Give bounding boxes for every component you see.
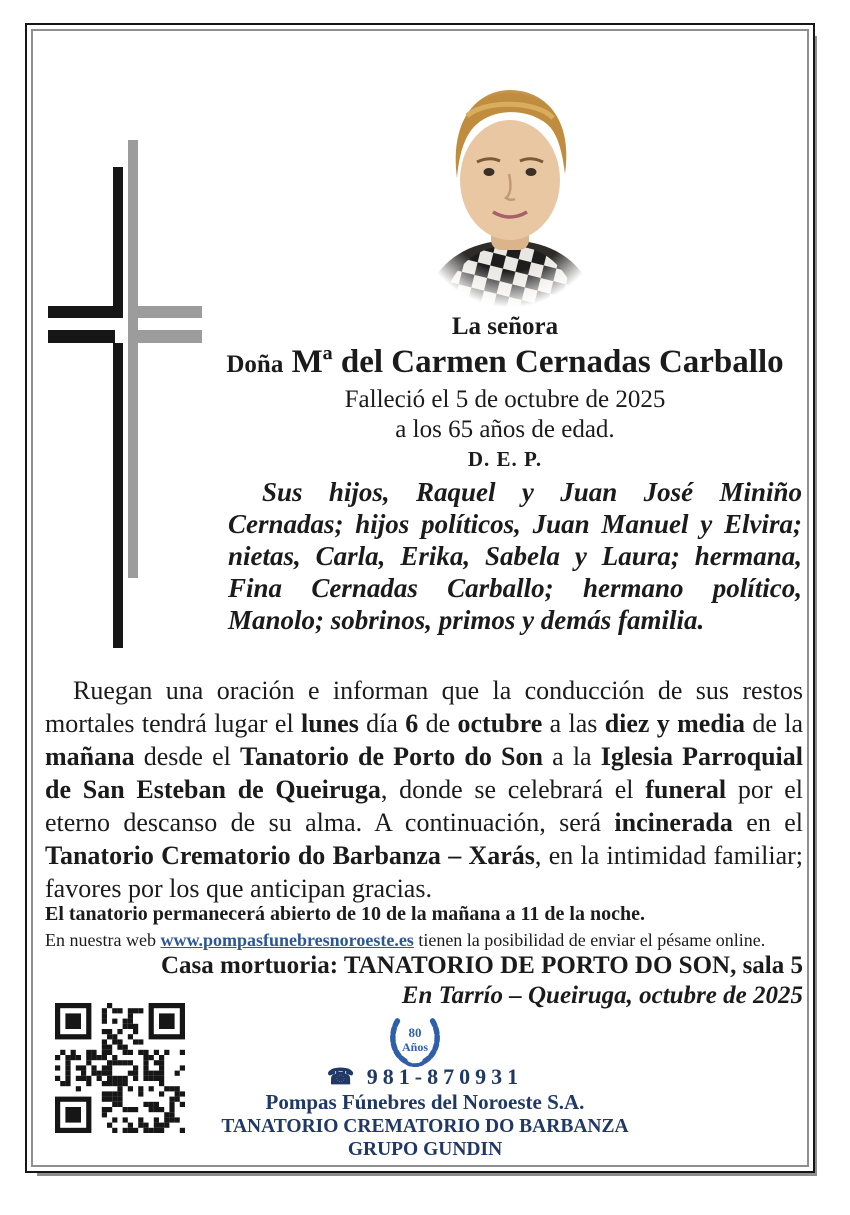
funeral-home-block [125, 1063, 725, 1161]
phone-icon: ☎ [326, 1064, 357, 1089]
cross-gray-arm-lower [128, 330, 202, 343]
deceased-name-line [205, 342, 805, 385]
cross-black-vertical-bottom [113, 343, 123, 648]
title-prefix: Doña [226, 351, 284, 378]
closing-place-date: En Tarrío – Queiruga, octubre de 2025 [401, 982, 803, 1009]
company-name: Pompas Fúnebres del Noroeste S.A. [265, 1090, 585, 1114]
family-paragraph: Sus hijos, Raquel y Juan José Miniño Cernadas; hijos políticos, Juan Manuel y Elvira; nietas, Carla, Erika, Sabela y Laura; hermana, Fina Cernadas Carballo; hermano político, Manolo; sobrinos, primos y demás familia. [228, 477, 802, 635]
age-line: a los 65 años de edad. [395, 416, 615, 443]
portrait-photo [405, 70, 615, 315]
anniversary-years: 80 [408, 1025, 422, 1040]
phone-number: 981-870931 [366, 1064, 524, 1089]
casa-mortuoria-line: Casa mortuoria: TANATORIO DE PORTO DO SON, sala 5 [161, 952, 803, 979]
death-date-line: Falleció el 5 de octubre de 2025 [344, 386, 666, 413]
rip-abbreviation: D. E. P. [467, 447, 543, 471]
phone-line [125, 1063, 725, 1090]
salutation: La señora [451, 313, 559, 340]
cross-gray-vertical-bar [128, 140, 138, 578]
cross-black-arm-upper [48, 306, 123, 318]
tanatorio-hours: El tanatorio permanecerá abierto de 10 de la mañana a 11 de la noche. [45, 903, 645, 925]
announcement-paragraph: Ruegan una oración e informan que la conducción de sus restos mortales tendrá lugar el lunes día 6 de octubre a las diez y media de la mañana desde el Tanatorio de Porto do Son a la Iglesia Parroquial de San Esteban de Queiruga, donde se celebrará el funeral por el eterno descanso de su alma. A continuación, será incinerada en el Tanatorio Crematorio do Barbanza – Xarás, en la intimidad familiar; favores por los que anticipan gracias. [45, 676, 804, 903]
pesame-link[interactable]: www.pompasfunebresnoroeste.es [160, 930, 414, 950]
cross-black-vertical-top [113, 167, 123, 318]
deceased-name: Mª del Carmen Cernadas Carballo [291, 344, 784, 380]
group-name: GRUPO GUNDIN [347, 1139, 503, 1160]
cross-black-arm-lower [48, 330, 115, 343]
anniversary-80-years-badge [381, 1011, 449, 1067]
anniversary-label: Años [401, 1040, 429, 1054]
cross-gray-arm-upper [128, 306, 202, 318]
crematorium-name: TANATORIO CREMATORIO DO BARBANZA [221, 1116, 629, 1137]
web-condolence-line: En nuestra web www.pompasfunebresnoroeste.es tienen la posibilidad de enviar el pésame online. [45, 930, 766, 950]
header-block [205, 312, 805, 473]
